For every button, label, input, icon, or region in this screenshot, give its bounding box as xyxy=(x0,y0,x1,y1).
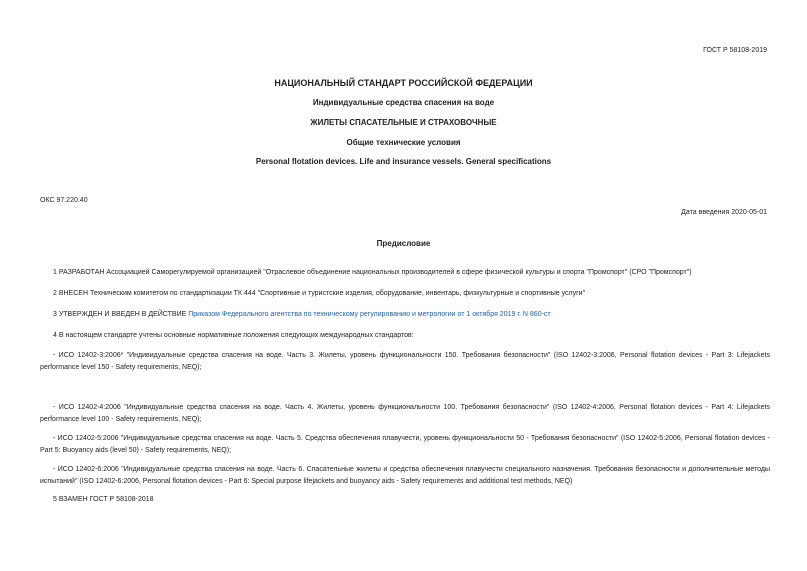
standard-subtitle: Общие технические условия xyxy=(346,138,461,147)
iso-reference-3: - ИСО 12402-3:2006* "Индивидуальные средства спасения на воде. Часть 3. Жилеты, уровень функциональности 150. Требования безопасности" (ISO 12402-3:2006, Personal flotation devices - Part 3: Lifejackets performance level 150 - Safety requirements, NEQ); xyxy=(40,352,770,371)
standard-title: ЖИЛЕТЫ СПАСАТЕЛЬНЫЕ И СТРАХОВОЧНЫЕ xyxy=(310,118,497,127)
preface-heading: Предисловие xyxy=(376,239,431,248)
iso-reference-6: - ИСО 12402-6:2006 "Индивидуальные средства спасения на воде. Часть 6. Спасательные жилеты и средства обеспечения плавучести специального назначения. Требования безопасности и дополнительные методы испытаний" (ISO 12402-6:2006, Personal flotation devices - Part 6: Special purpose lifejackets and buoyancy aids - Safety requirements and additional test methods, NEQ) xyxy=(40,466,770,485)
introduction-date: Дата введения 2020-05-01 xyxy=(681,209,767,216)
preface-item-1: 1 РАЗРАБОТАН Ассоциацией Саморегулируемой организацией "Отраслевое объединение национальных производителей в сфере физической культуры и спорта "Промспорт" (СРО "Промспорт") xyxy=(53,269,692,276)
preface-item-3 xyxy=(40,309,770,321)
standard-type-title: НАЦИОНАЛЬНЫЙ СТАНДАРТ РОССИЙСКОЙ ФЕДЕРАЦИИ xyxy=(274,78,533,88)
standard-subject: Индивидуальные средства спасения на воде xyxy=(312,98,495,107)
preface-item-4: 4 В настоящем стандарте учтены основные нормативные положения следующих международных стандартов: xyxy=(53,332,414,339)
standard-english-title: Personal flotation devices. Life and insurance vessels. General specifications xyxy=(255,157,552,166)
preface-item-3-text: 3 УТВЕРЖДЕН И ВВЕДЕН В ДЕЙСТВИЕ xyxy=(53,311,189,318)
iso-reference-5: - ИСО 12402-5:2006 "Индивидуальные средства спасения на воде. Часть 5. Средства обеспечения плавучести, уровень функциональности 50 - Требования безопасности" (ISO 12402-5:2006, Personal flotation devices - Part 5: Buoyancy aids (level 50) - Safety requirements, NEQ); xyxy=(40,435,770,454)
preface-item-2: 2 ВНЕСЕН Техническим комитетом по стандартизации ТК 444 "Спортивные и туристские изделия, оборудование, инвентарь, физкультурные и спортивные услуги" xyxy=(53,290,586,297)
preface-item-5: 5 ВЗАМЕН ГОСТ Р 58108-2018 xyxy=(53,496,154,503)
iso-reference-4: - ИСО 12402-4:2006 "Индивидуальные средства спасения на воде. Часть 4. Жилеты, уровень функциональности 100. Требования безопасности" (ISO 12402-4:2006, Personal flotation devices - Part 4: Lifejackets performance level 100 - Safety requirements, NEQ); xyxy=(40,404,770,423)
order-link[interactable]: Приказом Федерального агентства по техническому регулированию и метрологии от 1 октября 2019 г. N 860-ст xyxy=(188,311,551,318)
document-code: ГОСТ Р 58108-2019 xyxy=(703,47,767,54)
oks-code: ОКС 97.220.40 xyxy=(40,197,88,204)
